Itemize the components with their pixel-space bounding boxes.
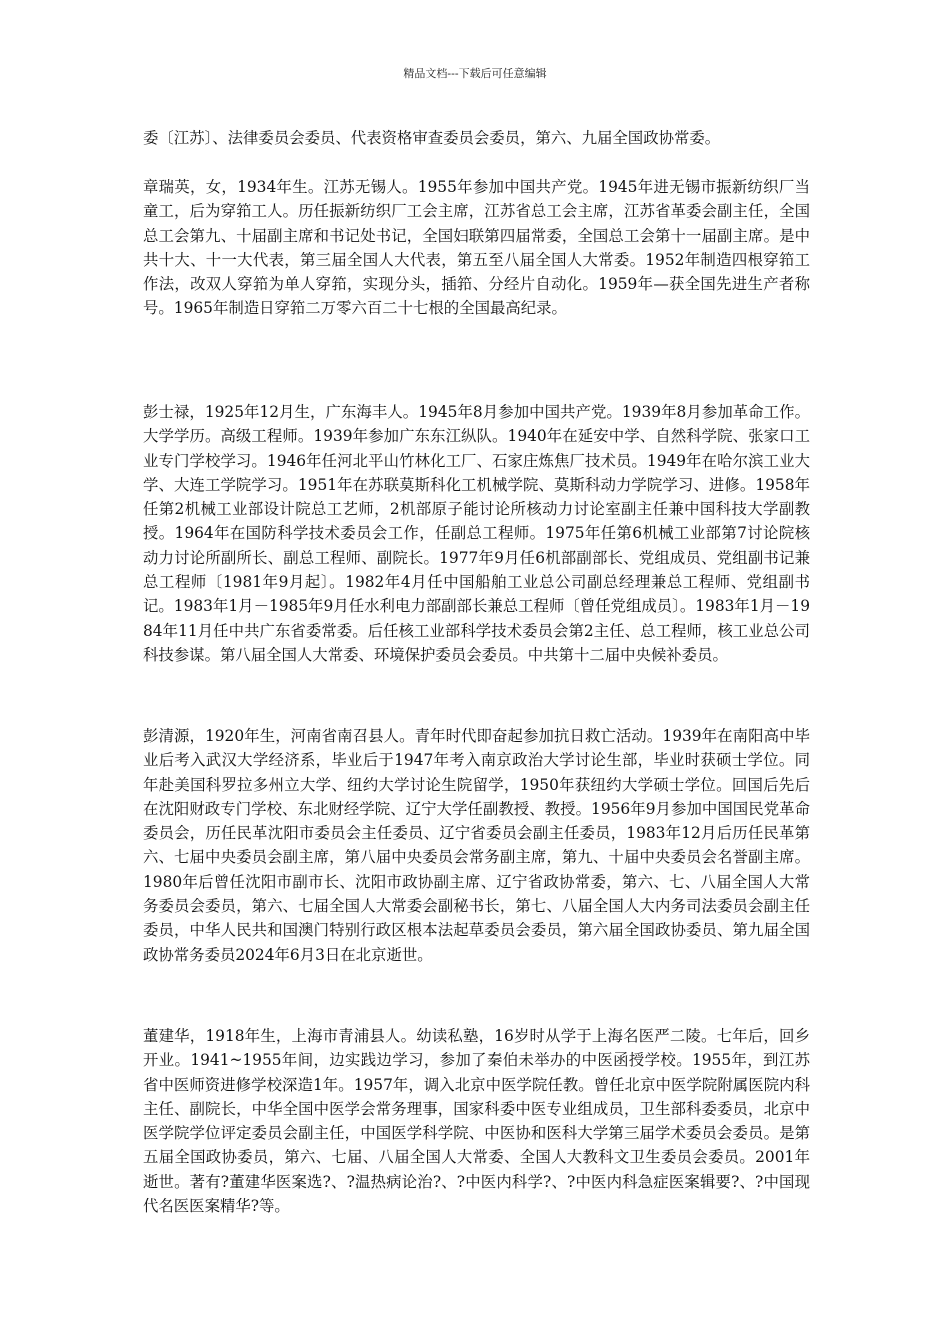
paragraph-continuation: 委〔江苏〕、法律委员会委员、代表资格审查委员会委员，第六、九届全国政协常委。 bbox=[143, 129, 721, 147]
paragraph-peng-shilu: 彭士禄，1925年12月生，广东海丰人。1945年8月参加中国共产党。1939年8月参加革命工作。大学学历。高级工程师。1939年参加广东东江纵队。1940年在延安中学、自然科学院、张家口工业专门学校学习。1946年任河北平山竹林化工厂、石家庄炼焦厂技术员。1949年在哈尔滨工业大学、大连工学院学习。1951年在苏联莫斯科化工机械学院、莫斯科动力学院学习、进修。1958年任第2机械工业部设计院总工艺师，2机部原子能讨论所核动力讨论室副主任兼中国科技大学副教授。1964年在国防科学技术委员会工作，任副总工程师。1975年任第6机械工业部第7讨论院核动力讨论所副所长、副总工程师、副院长。1977年9月任6机部副部长、党组成员、党组副书记兼总工程师〔1981年9月起〕。1982年4月任中国船舶工业总公司副总经理兼总工程师、党组副书记。1983年1月－1985年9月任水利电力部副部长兼总工程师〔曾任党组成员〕。1983年1月－1984年11月任中共广东省委常委。后任核工业部科学技术委员会第2主任、总工程师，核工业总公司科技参谋。第八届全国人大常委、环境保护委员会委员。中共第十二届中央候补委员。 bbox=[143, 403, 810, 664]
paragraph-dong-jianhua: 董建华，1918年生，上海市青浦县人。幼读私塾，16岁时从学于上海名医严二陵。七年后，回乡开业。1941~1955年间，边实践边学习，参加了秦伯未举办的中医函授学校。1955年，到江苏省中医师资进修学校深造1年。1957年，调入北京中医学院任教。曾任北京中医学院附属医院内科主任、副院长，中华全国中医学会常务理事，国家科委中医专业组成员，卫生部科委委员，北京中医学院学位评定委员会副主任，中国医学科学院、中医协和医科大学第三届学术委员会委员。是第五届全国政协委员，第六、七届、八届全国人大常委、全国人大教科文卫生委员会委员。2001年逝世。著有?董建华医案选?、?温热病论治?、?中医内科学?、?中医内科急症医案辑要?、?中国现代名医医案精华?等。 bbox=[143, 1027, 810, 1216]
paragraph-peng-qingyuan: 彭清源，1920年生，河南省南召县人。青年时代即奋起参加抗日救亡活动。1939年在南阳高中毕业后考入武汉大学经济系，毕业后于1947年考入南京政治大学讨论生部，毕业时获硕士学位。同年赴美国科罗拉多州立大学、纽约大学讨论生院留学，1950年获纽约大学硕士学位。回国后先后在沈阳财政专门学校、东北财经学院、辽宁大学任副教授、教授。1956年9月参加中国国民党革命委员会，历任民革沈阳市委员会主任委员、辽宁省委员会副主任委员，1983年12月后历任民革第六、七届中央委员会副主席，第八届中央委员会常务副主席，第九、十届中央委员会名誉副主席。1980年后曾任沈阳市副市长、沈阳市政协副主席、辽宁省政协常委，第六、七、八届全国人大常务委员会委员，第六、七届全国人大常委会副秘书长，第七、八届全国人大内务司法委员会副主任委员，中华人民共和国澳门特别行政区根本法起草委员会委员，第六届全国政协委员、第九届全国政协常务委员2024年6月3日在北京逝世。 bbox=[143, 727, 810, 964]
page-header: 精品文档---下载后可任意编辑 bbox=[403, 67, 547, 80]
paragraph-zhang-ruiying: 章瑞英，女，1934年生。江苏无锡人。1955年参加中国共产党。1945年进无锡市振新纺织厂当童工，后为穿筘工人。历任振新纺织厂工会主席，江苏省总工会主席，江苏省革委会副主任，全国总工会第九、十届副主席和书记处书记，全国妇联第四届常委，全国总工会第十一届副主席。是中共十大、十一大代表，第三届全国人大代表，第五至八届全国人大常委。1952年制造四根穿筘工作法，改双人穿筘为单人穿筘，实现分头，插筘、分经片自动化。1959年—获全国先进生产者称号。1965年制造日穿筘二万零六百二十七根的全国最高纪录。 bbox=[143, 178, 810, 318]
